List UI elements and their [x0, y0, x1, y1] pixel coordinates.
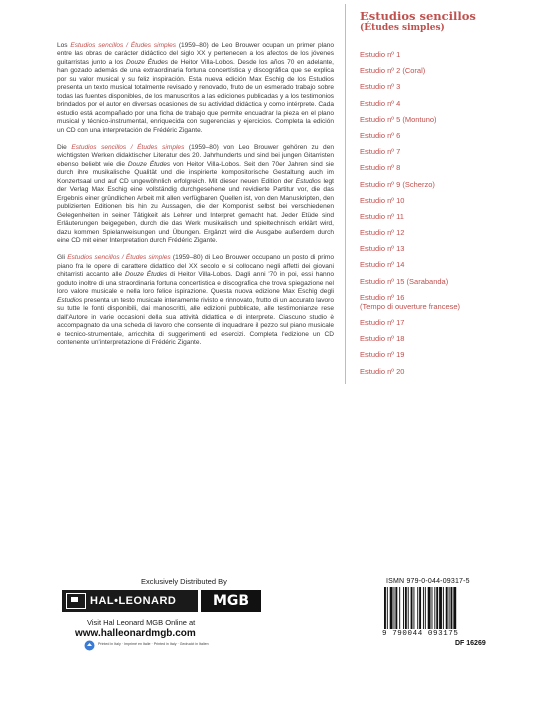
mgb-wordmark: MGB: [201, 590, 261, 612]
contents-item: Estudio nº 2 (Coral): [360, 66, 426, 76]
contents-subtitle: (Études simples): [360, 23, 445, 33]
paragraph-spanish: Los Estudios sencillos / Études simples (1959–80) de Leo Brouwer ocupan un primer plano entre las obras de carácter didáctico del siglo XX y pertenecen a los afectos de los jóvenes guitarristas junto a los Douze Études de Heitor Villa-Lobos. Desde los años 70 en adelante, han gozado además de una extraordinaria fortuna concertística y discográfica que se explica por su valor musical y su feliz inspiración. Esta nueva edición Max Eschig de los Estudios presenta un texto musical totalmente revisado y renovado, fruto de un esmerado trabajo sobre todas las fuentes disponibles, de los manuscritos a las ediciones publicadas y a los testimonios brindados por el autor en diversas ocasiones de su actividad didáctica y como intérprete. Cada estudio está acompañado por una ficha de trabajo que permite encuadrar la pieza en el plano musical y técnico-instrumental, enriquecida con sugerencias y ejercicios. Completa la edición un CD con una interpretación de Frédéric Zigante.: [57, 42, 335, 134]
contents-item: Estudio nº 7: [360, 147, 401, 157]
column-divider: [345, 4, 346, 384]
work-title: Estudios sencillos / Études simples: [67, 254, 171, 262]
contents-item: Estudio nº 15 (Sarabanda): [360, 276, 449, 286]
hal-leonard-logo: [62, 590, 198, 612]
print-notice: Printed in Italy · Imprimé en Italie · Printed in Italy · Gedruckt in Italien: [98, 642, 209, 646]
catalog-number: DF 16269: [455, 640, 486, 647]
contents-item: Estudio nº 9 (Scherzo): [360, 179, 435, 189]
barcode-number: 9 790044 093175: [382, 630, 459, 638]
contents-item: Estudio nº 8: [360, 163, 401, 173]
contents-item: Estudio nº 17: [360, 318, 405, 327]
barcode-icon: [382, 587, 490, 629]
contents-item: Estudio nº 3: [360, 82, 401, 92]
description-column: [57, 42, 334, 356]
contents-item: Estudio nº 11: [360, 211, 404, 221]
contents-title: Estudios sencillos: [360, 9, 476, 23]
recycle-badge-icon: [84, 640, 95, 651]
publisher-logo: [62, 590, 261, 612]
visit-label: Visit Hal Leonard MGB Online at: [87, 618, 196, 627]
work-title: Estudios sencillos / Études simples: [71, 143, 185, 151]
ismn-code: ISMN 979-0-044-09317-5: [386, 578, 470, 585]
contents-list: [360, 50, 535, 376]
contents-item: Estudio nº 16 (Tempo di ouverture francese): [360, 293, 535, 311]
work-title: Estudios sencillos / Études simples: [70, 42, 177, 49]
contents-item: Estudio nº 19: [360, 350, 405, 360]
website-link[interactable]: www.halleonardmgb.com: [75, 628, 196, 639]
contents-item: Estudio nº 14: [360, 260, 405, 270]
contents-item: Estudio nº 4: [360, 98, 401, 108]
contents-item: Estudio nº 20: [360, 366, 405, 376]
contents-item: Estudio nº 10: [360, 195, 405, 205]
hal-leonard-wordmark: HAL•LEONARD: [90, 595, 177, 607]
contents-item: Estudio nº 6: [360, 130, 401, 140]
contents-item: Estudio nº 13: [360, 244, 405, 254]
contents-column: [360, 10, 535, 383]
contents-item: Estudio nº 18: [360, 334, 405, 344]
contents-item-note: (Tempo di ouverture francese): [360, 301, 461, 311]
paragraph-german: Die Estudios sencillos / Études simples (1959–80) von Leo Brouwer gehören zu den wichtigsten Werken didaktischer Literatur des 20. Jahrhunderts und sind bei jungen Gitarristen ebenso beliebt wie die Douze Études von Heitor Villa-Lobos. Seit den 70er Jahren sind sie durch ihre musikalische Qualität und die inspirierte kompositorische Gestaltung auch im Konzertsaal und auf CD ungewöhnlich erfolgreich. Mit dieser neuen Edition der Estudios legt der Verlag Max Eschig eine vollständig durchgesehene und revidierte Partitur vor, die das Ergebnis einer gründlichen Arbeit mit allen verfügbaren Quellen ist, von den Manuskripten, den publizierten Editionen bis hin zu Aussagen, die der Komponist selbst bei verschiedenen Gelegenheiten in seiner Tätigkeit als Lehrer und Interpret gemacht hat. Jeder Etüde sind Erläuterungen beigegeben, durch die das Werk musikalisch und spieltechnisch erklärt wird, dazu kommen Spielanweisungen und Übungen. Ergänzt wird die Ausgabe außerdem durch eine CD mit einer Interpretation durch Frédéric Zigante.: [57, 143, 334, 244]
contents-item: Estudio nº 1: [360, 50, 401, 59]
paragraph-italian: Gli Estudios sencillos / Études simples (1959–80) di Leo Brouwer occupano un posto di primo piano fra le opere di carattere didattico del XX secolo e si collocano negli affetti dei giovani chitarristi accanto alle Douze Études di Heitor Villa-Lobos. Dagli anni '70 in poi, essi hanno goduto inoltre di una straordinaria fortuna concertistica e discografica che trova spiegazione nel loro valore musicale e nella loro felice ispirazione. Questa nuova edizione Max Eschig degli Estudios presenta un testo musicale interamente rivisto e rinnovato, frutto di un accurato lavoro su tutte le fonti disponibili, dai manoscritti, alle edizioni pubblicate, alle testimonianze rese dall'Autore in varie occasioni della sua attività didattica e di interprete. Ciascuno studio è accompagnato da una scheda di lavoro che consente di inquadrare il pezzo sul piano musicale e tecnico-strumentale, arricchita di suggerimenti ed esercizi. Completa l'edizione un CD contenente un'interpretazione di Frédéric Zigante.: [57, 254, 334, 346]
distributor-label: Exclusively Distributed By: [141, 577, 227, 586]
hal-leonard-logo-icon: [66, 593, 86, 609]
contents-item: Estudio nº 5 (Montuno): [360, 114, 437, 124]
contents-item: Estudio nº 12: [360, 228, 405, 238]
